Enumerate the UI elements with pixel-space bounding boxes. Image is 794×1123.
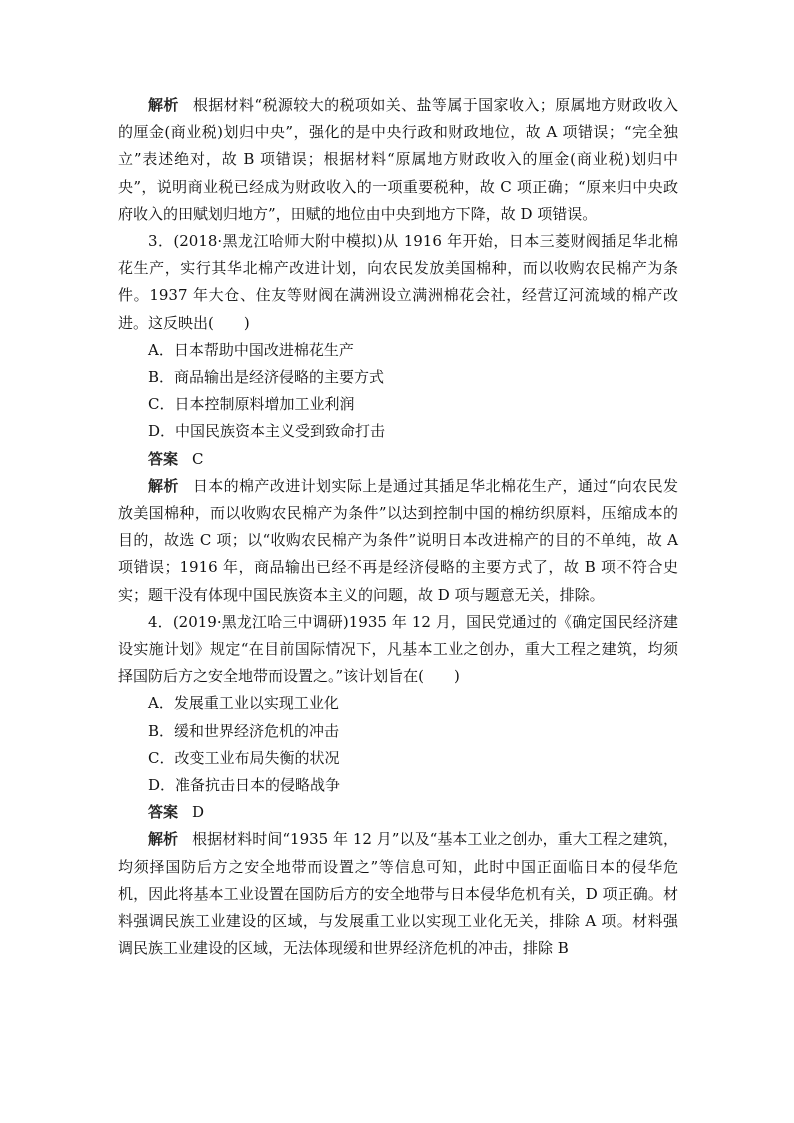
q3-option-d: D．中国民族资本主义受到致命打击 [148, 422, 386, 441]
q4-option-b: B．缓和世界经济危机的冲击 [148, 721, 340, 740]
q3-option-c: C．日本控制原料增加工业利润 [148, 395, 355, 414]
analysis-label: 解析 [148, 96, 179, 114]
analysis-text: 日本的棉产改进计划实际上是通过其插足华北棉花生产，通过“向农民发放美国棉种，而以收购农民棉产为条件”以达到控制中国的棉纺织原料，压缩成本的目的，故选 C 项；以“收购农民棉产为条件”说明日本改进棉产的目的不单纯，故 A 项错误；1916 年，商品输出已经不再是经济侵略的主要方式了，故 B 项不符合史实；题干没有体现中国民族资本主义的问题，故 D 项与题意无关，排除。 [118, 476, 678, 604]
q3-stem: 3．(2018·黑龙江哈师大附中模拟)从 1916 年开始，日本三菱财阀插足华北棉花生产，实行其华北棉产改进计划，向农民发放美国棉种，而以收购农民棉产为条件。1937 年大仓、住友等财阀在满洲设立满洲棉花会社，经营辽河流域的棉产改进。这反映出( ) [118, 232, 678, 332]
q3-analysis [118, 473, 678, 609]
analysis-label: 解析 [148, 830, 179, 849]
q4-answer [118, 799, 678, 826]
q3-option-a: A．日本帮助中国改进棉花生产 [148, 340, 354, 359]
q3-option-b: B．商品输出是经济侵略的主要方式 [148, 368, 385, 387]
analysis-text: 根据材料时间“1935 年 12 月”以及“基本工业之创办，重大工程之建筑，均须择国防后方之安全地带而设置之”等信息可知，此时中国正面临日本的侵华危机，因此将基本工业设置在国防后方的安全地带与日本侵华危机有关，D 项正确。材料强调民族工业建设的区域，与发展重工业以实现工业化无关，排除 A 项。材料强调民族工业建设的区域，无法体现缓和世界经济危机的冲击，排除 B [118, 830, 678, 958]
q4-stem: 4．(2019·黑龙江哈三中调研)1935 年 12 月，国民党通过的《确定国民经济建设实施计划》规定“在目前国际情况下，凡基本工业之创办，重大工程之建筑，均须择国防后方之安全地带而设置之。”该计划旨在( ) [118, 612, 678, 686]
answer-value: D [192, 803, 205, 822]
answer-value: C [192, 449, 204, 468]
page-content [118, 92, 678, 963]
answer-label: 答案 [148, 449, 179, 468]
q4-option-c: C．改变工业布局失衡的状况 [148, 748, 340, 767]
analysis-label: 解析 [148, 476, 179, 495]
q4-option-a: A．发展重工业以实现工业化 [148, 694, 339, 713]
q4-option-d: D．准备抗击日本的侵略战争 [148, 776, 341, 795]
q2-analysis [118, 92, 678, 228]
analysis-text: 根据材料“税源较大的税项如关、盐等属于国家收入；原属地方财政收入的厘金(商业税)划归中央”，强化的是中央行政和财政地位，故 A 项错误；“完全独立”表述绝对，故 B 项错误；根据材料“原属地方财政收入的厘金(商业税)划归中央”，说明商业税已经成为财政收入的一项重要税种，故 C 项正确；“原来归中央政府收入的田赋划归地方”，田赋的地位由中央到地方下降，故 D 项错误。 [118, 96, 678, 223]
q4-analysis [118, 826, 678, 962]
answer-label: 答案 [148, 803, 179, 822]
q3-answer [118, 446, 678, 473]
